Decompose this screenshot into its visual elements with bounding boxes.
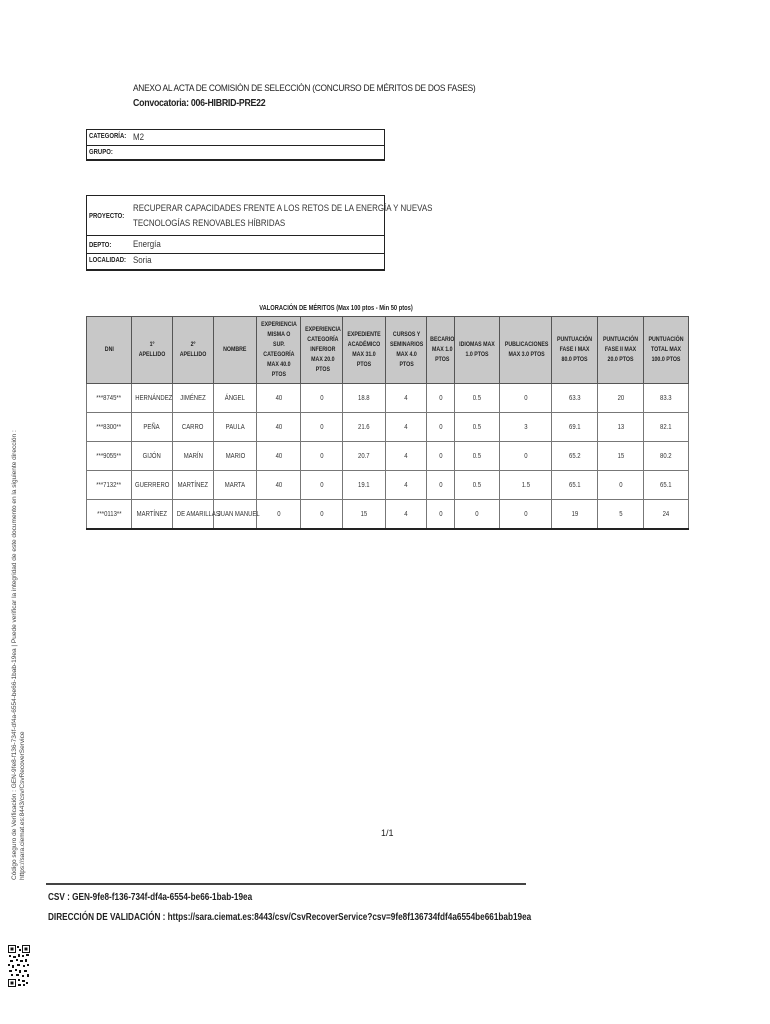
table-cell: 20.7 <box>343 442 386 471</box>
convocatoria-title: Convocatoria: 006-HIBRID-PRE22 <box>133 98 266 109</box>
table-cell: ÁNGEL <box>214 384 257 413</box>
table-cell: PAULA <box>214 413 257 442</box>
table-cell: 40 <box>257 413 301 442</box>
column-header: PUNTUACIÓN TOTAL MAX 100.0 PTOS <box>644 317 689 384</box>
table-header-row <box>87 317 689 384</box>
table-cell: 0.5 <box>455 384 500 413</box>
table-cell: 0 <box>301 471 343 500</box>
column-header: IDIOMAS MAX 1.0 PTOS <box>455 317 500 384</box>
proyecto-line2: TECNOLOGÍAS RENOVABLES HÍBRIDAS <box>133 218 286 228</box>
table-cell: MARÍN <box>173 442 214 471</box>
table-cell: DE AMARILLAS <box>173 500 214 530</box>
table-cell: 15 <box>598 442 644 471</box>
table-cell: 4 <box>386 471 427 500</box>
table-cell: 0 <box>427 413 455 442</box>
table-cell: 0 <box>455 500 500 530</box>
table-cell: ***7132** <box>87 471 132 500</box>
table-cell: MARIO <box>214 442 257 471</box>
table-cell: GUERRERO <box>132 471 173 500</box>
table-cell: 65.1 <box>552 471 598 500</box>
table-cell: 19 <box>552 500 598 530</box>
table-cell: 1.5 <box>500 471 552 500</box>
table-cell: 0.5 <box>455 413 500 442</box>
table-cell: 18.8 <box>343 384 386 413</box>
table-cell: 0 <box>500 500 552 530</box>
table-title: VALORACIÓN DE MÉRITOS (Max 100 ptos - Min 50 ptos) <box>259 305 413 312</box>
table-cell: 19.1 <box>343 471 386 500</box>
row-divider <box>87 253 384 254</box>
categoria-label: CATEGORÍA: <box>89 133 127 140</box>
table-cell: 0 <box>301 384 343 413</box>
csv-code: CSV : GEN-9fe8-f136-734f-df4a-6554-be66-1bab-19ea <box>48 892 253 903</box>
categoria-value: M2 <box>133 132 145 142</box>
table-cell: 3 <box>500 413 552 442</box>
page-number: 1/1 <box>381 828 394 838</box>
column-header: EXPEDIENTE ACADÉMICO MAX 31.0 PTOS <box>343 317 386 384</box>
row-divider <box>87 145 384 146</box>
table-row <box>87 500 689 530</box>
table-cell: ***8300** <box>87 413 132 442</box>
table-row <box>87 384 689 413</box>
proyecto-line1: RECUPERAR CAPACIDADES FRENTE A LOS RETOS DE LA ENERGÍA Y NUEVAS <box>133 203 433 213</box>
table-cell: MARTA <box>214 471 257 500</box>
table-row <box>87 442 689 471</box>
column-header: PUNTUACIÓN FASE II MAX 20.0 PTOS <box>598 317 644 384</box>
table-cell: 0 <box>427 442 455 471</box>
column-header: CURSOS Y SEMINARIOS MAX 4.0 PTOS <box>386 317 427 384</box>
table-cell: 0 <box>427 500 455 530</box>
table-cell: 82.1 <box>644 413 689 442</box>
table-cell: 0 <box>427 471 455 500</box>
table-cell: 0 <box>301 413 343 442</box>
table-cell: 0 <box>500 442 552 471</box>
table-cell: ***0113** <box>87 500 132 530</box>
table-cell: PEÑA <box>132 413 173 442</box>
table-body <box>87 384 689 530</box>
table-cell: 0 <box>427 384 455 413</box>
table-cell: 83.3 <box>644 384 689 413</box>
table-cell: MARTÍNEZ <box>173 471 214 500</box>
table-cell: 4 <box>386 442 427 471</box>
table-cell: 4 <box>386 413 427 442</box>
depto-value: Energía <box>133 239 161 249</box>
column-header: PUBLICACIONES MAX 3.0 PTOS <box>500 317 552 384</box>
column-header: DNI <box>87 317 132 384</box>
table-cell: 0 <box>301 442 343 471</box>
table-cell: 65.1 <box>644 471 689 500</box>
table-cell: ***9055** <box>87 442 132 471</box>
table-cell: 0.5 <box>455 442 500 471</box>
table-cell: JUAN MANUEL <box>214 500 257 530</box>
table-cell: 40 <box>257 442 301 471</box>
proyecto-box <box>86 195 433 271</box>
table-cell: GIJÓN <box>132 442 173 471</box>
column-header: BECARIO MAX 1.0 PTOS <box>427 317 455 384</box>
table-cell: 63.3 <box>552 384 598 413</box>
column-header: EXPERIENCIA MISMA O SUP. CATEGORÍA MAX 40.0 PTOS <box>257 317 301 384</box>
side-text-line1: Código seguro de Verificación : GEN-9fe8-f136-734f-df4a-6554-be66-1bab-19ea | Puede verificar la integridad de este documento en la siguiente dirección : <box>11 430 18 880</box>
side-verification-text <box>11 430 27 880</box>
proyecto-label: PROYECTO: <box>89 213 125 220</box>
table-cell: 0 <box>598 471 644 500</box>
localidad-value: Soria <box>133 255 152 265</box>
table-cell: 21.6 <box>343 413 386 442</box>
table-cell: 0 <box>301 500 343 530</box>
side-text-line2: https://sara.ciemat.es:8443/csv/CsvRecoverService <box>19 731 26 880</box>
column-header: PUNTUACIÓN FASE I MAX 80.0 PTOS <box>552 317 598 384</box>
table-cell: 24 <box>644 500 689 530</box>
footer-divider <box>46 883 526 885</box>
row-divider <box>87 235 384 236</box>
document-heading: ANEXO AL ACTA DE COMISIÓN DE SELECCIÓN (CONCURSO DE MÉRITOS DE DOS FASES) <box>133 83 476 94</box>
table-cell: 69.1 <box>552 413 598 442</box>
table-cell: 40 <box>257 471 301 500</box>
depto-label: DEPTO: <box>89 242 112 249</box>
table-row <box>87 471 689 500</box>
table-cell: 0 <box>500 384 552 413</box>
qr-code-icon <box>8 945 30 987</box>
table-row <box>87 413 689 442</box>
column-header: NOMBRE <box>214 317 257 384</box>
categoria-box <box>86 129 385 161</box>
grupo-label: GRUPO: <box>89 149 113 156</box>
table-cell: 15 <box>343 500 386 530</box>
column-header: EXPERIENCIA CATEGORÍA INFERIOR MAX 20.0 PTOS <box>301 317 343 384</box>
table-cell: 4 <box>386 384 427 413</box>
valoracion-table <box>86 316 689 530</box>
table-cell: JIMÉNEZ <box>173 384 214 413</box>
column-header: 1º APELLIDO <box>132 317 173 384</box>
table-cell: 0.5 <box>455 471 500 500</box>
table-cell: 4 <box>386 500 427 530</box>
table-cell: 80.2 <box>644 442 689 471</box>
table-cell: 65.2 <box>552 442 598 471</box>
localidad-label: LOCALIDAD: <box>89 257 127 264</box>
table-cell: HERNÁNDEZ <box>132 384 173 413</box>
table-cell: 20 <box>598 384 644 413</box>
column-header: 2º APELLIDO <box>173 317 214 384</box>
table-cell: ***8745** <box>87 384 132 413</box>
table-cell: 13 <box>598 413 644 442</box>
validation-url[interactable]: DIRECCIÓN DE VALIDACIÓN : https://sara.ciemat.es:8443/csv/CsvRecoverService?csv=9fe8f136734fdf4a6554be661bab19ea <box>48 912 532 923</box>
table-cell: 0 <box>257 500 301 530</box>
table-cell: CARRO <box>173 413 214 442</box>
table-cell: 5 <box>598 500 644 530</box>
table-cell: MARTÍNEZ <box>132 500 173 530</box>
table-cell: 40 <box>257 384 301 413</box>
